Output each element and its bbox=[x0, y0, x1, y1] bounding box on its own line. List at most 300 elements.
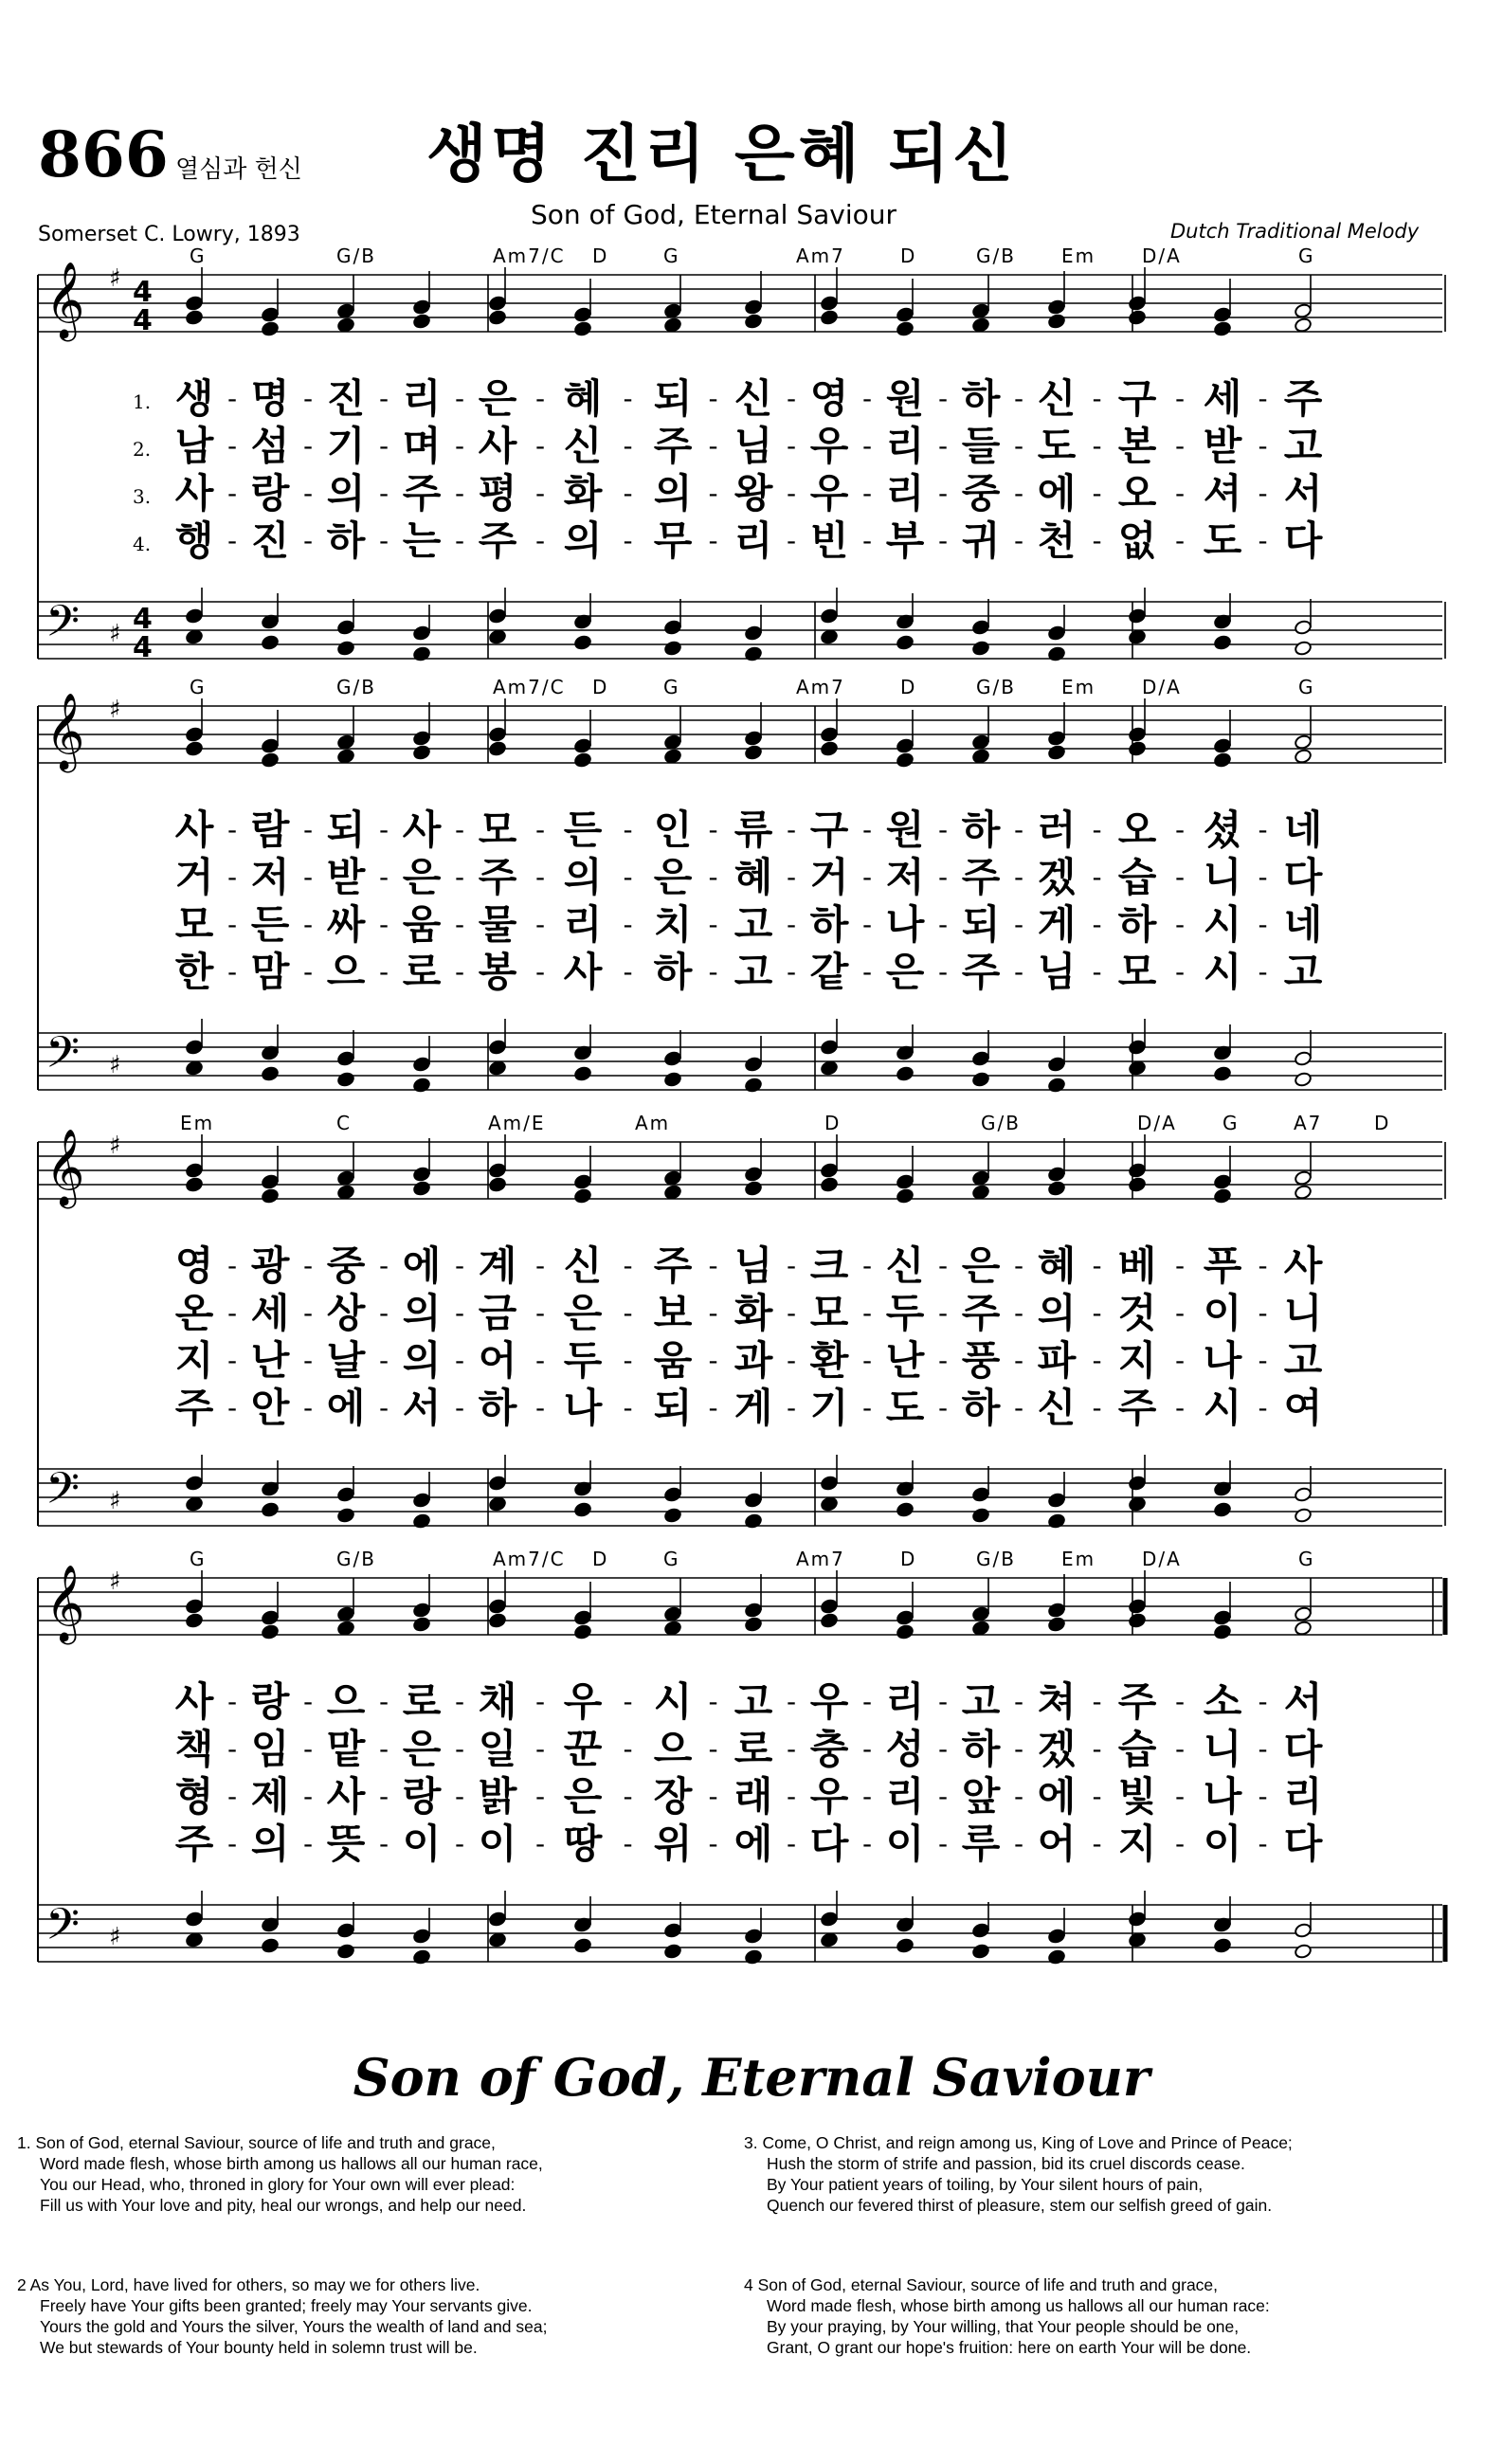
lyric-hyphen: - bbox=[534, 1297, 546, 1329]
lyric-syllable: 난 bbox=[885, 1337, 925, 1384]
lyric-syllable: 은 bbox=[563, 1773, 603, 1820]
lyric-syllable: 장 bbox=[653, 1773, 693, 1820]
lyric-syllable: 거 bbox=[174, 854, 214, 900]
bass-clef-icon: 𝄢 bbox=[45, 1027, 81, 1089]
lyric-syllable: 사 bbox=[563, 949, 603, 995]
english-verse bbox=[744, 2132, 1464, 2216]
lyric-hyphen: - bbox=[786, 861, 797, 893]
lyric-syllable: 이 bbox=[1203, 1821, 1242, 1867]
lyric-syllable: 의 bbox=[563, 517, 603, 564]
lyric-syllable: 나 bbox=[1203, 1337, 1242, 1384]
lyric-hyphen: - bbox=[226, 909, 238, 940]
lyric-syllable: 귀 bbox=[961, 517, 1001, 564]
lyric-syllable: 은 bbox=[563, 1290, 603, 1336]
lyric-syllable: 래 bbox=[733, 1773, 773, 1820]
lyric-hyphen: - bbox=[786, 909, 797, 940]
lyric-syllable: 뜻 bbox=[326, 1821, 366, 1867]
lyric-hyphen: - bbox=[1174, 956, 1186, 987]
lyric-hyphen: - bbox=[937, 1297, 949, 1329]
lyric-syllable: 맡 bbox=[326, 1726, 366, 1772]
lyric-syllable: 주 bbox=[174, 1385, 214, 1431]
lyric-syllable: 주 bbox=[402, 470, 442, 516]
lyric-hyphen: - bbox=[226, 1392, 238, 1423]
lyric-hyphen: - bbox=[861, 1828, 873, 1859]
lyric-syllable: 신 bbox=[733, 375, 773, 422]
english-heading: Son of God, Eternal Saviour bbox=[353, 2047, 1150, 2108]
lyric-syllable: 우 bbox=[809, 423, 849, 469]
lyric-hyphen: - bbox=[1258, 861, 1268, 893]
lyric-syllable: 혜 bbox=[563, 375, 603, 422]
lyric-hyphen: - bbox=[1013, 1250, 1024, 1281]
lyric-syllable: 고 bbox=[1283, 423, 1323, 469]
time-signature: 4 bbox=[133, 603, 153, 636]
lyric-syllable: 행 bbox=[174, 517, 214, 564]
lyric-hyphen: - bbox=[937, 1686, 949, 1717]
lyric-hyphen: - bbox=[1258, 1297, 1268, 1329]
lyric-hyphen: - bbox=[454, 1781, 465, 1812]
lyric-hyphen: - bbox=[937, 1781, 949, 1812]
lyric-syllable: 같 bbox=[809, 949, 849, 995]
chord-symbol: D/A bbox=[1137, 1112, 1177, 1134]
lyric-syllable: 들 bbox=[961, 423, 1001, 469]
lyric-syllable: 지 bbox=[1117, 1337, 1157, 1384]
lyric-syllable: 두 bbox=[885, 1290, 925, 1336]
lyric-hyphen: - bbox=[226, 383, 238, 414]
lyric-syllable: 원 bbox=[885, 806, 925, 853]
lyric-syllable: 것 bbox=[1117, 1290, 1157, 1336]
chord-symbol: G bbox=[1298, 1548, 1315, 1570]
lyric-hyphen: - bbox=[1174, 814, 1186, 845]
lyric-hyphen: - bbox=[454, 1392, 465, 1423]
lyric-syllable: 의 bbox=[1037, 1290, 1077, 1336]
chord-symbol: D/A bbox=[1142, 245, 1182, 267]
lyric-syllable: 고 bbox=[733, 901, 773, 948]
lyric-hyphen: - bbox=[786, 956, 797, 987]
lyric-hyphen: - bbox=[1258, 956, 1268, 987]
lyric-hyphen: - bbox=[786, 525, 797, 556]
treble-clef-icon: 𝄞 bbox=[45, 1564, 85, 1641]
lyric-syllable: 습 bbox=[1117, 1726, 1157, 1772]
chord-symbol: Am7 bbox=[796, 676, 845, 698]
lyric-hyphen: - bbox=[623, 1250, 633, 1281]
lyric-hyphen: - bbox=[861, 1392, 873, 1423]
lyric-syllable: 형 bbox=[174, 1773, 214, 1820]
lyric-hyphen: - bbox=[534, 478, 546, 509]
lyric-hyphen: - bbox=[378, 1392, 389, 1423]
lyric-syllable: 하 bbox=[1117, 901, 1157, 948]
lyric-syllable: 님 bbox=[733, 423, 773, 469]
lyric-hyphen: - bbox=[861, 525, 873, 556]
lyric-syllable: 은 bbox=[402, 1726, 442, 1772]
lyric-hyphen: - bbox=[937, 1250, 949, 1281]
lyric-syllable: 채 bbox=[478, 1678, 517, 1725]
lyric-syllable: 의 bbox=[563, 854, 603, 900]
lyric-syllable: 의 bbox=[326, 470, 366, 516]
lyric-syllable: 모 bbox=[1117, 949, 1157, 995]
lyric-hyphen: - bbox=[708, 1781, 718, 1812]
lyric-hyphen: - bbox=[302, 1781, 314, 1812]
lyric-syllable: 러 bbox=[1037, 806, 1077, 853]
sharp-icon: ♯ bbox=[109, 1487, 121, 1515]
lyric-syllable: 신 bbox=[563, 423, 603, 469]
lyric-hyphen: - bbox=[534, 430, 546, 462]
lyric-hyphen: - bbox=[1174, 525, 1186, 556]
english-verse-line: By Your patient years of toiling, by Your silent hours of pain, bbox=[767, 2175, 1204, 2194]
chord-symbol: Em bbox=[1061, 676, 1096, 698]
lyric-syllable: 다 bbox=[1283, 1821, 1323, 1867]
lyric-hyphen: - bbox=[1258, 1781, 1268, 1812]
lyric-syllable: 고 bbox=[733, 949, 773, 995]
lyric-syllable: 사 bbox=[174, 806, 214, 853]
lyric-hyphen: - bbox=[786, 1345, 797, 1376]
lyric-syllable: 섬 bbox=[250, 423, 290, 469]
chord-symbol: G/B bbox=[336, 245, 376, 267]
english-verse-line: Fill us with Your love and pity, heal our wrongs, and help our need. bbox=[40, 2196, 527, 2215]
lyric-syllable: 님 bbox=[733, 1242, 773, 1289]
lyric-syllable: 어 bbox=[1037, 1821, 1077, 1867]
lyric-syllable: 생 bbox=[174, 375, 214, 422]
lyric-hyphen: - bbox=[1092, 383, 1102, 414]
chord-symbol: G/B bbox=[336, 676, 376, 698]
chord-symbol: D bbox=[592, 676, 609, 698]
lyric-hyphen: - bbox=[937, 861, 949, 893]
lyric-hyphen: - bbox=[1013, 430, 1024, 462]
lyric-hyphen: - bbox=[623, 1345, 633, 1376]
lyric-syllable: 우 bbox=[809, 1678, 849, 1725]
english-verse-line: Grant, O grant our hope's fruition: here on earth Your will be done. bbox=[767, 2338, 1252, 2357]
hymn-category: 열심과 헌신 bbox=[175, 155, 302, 184]
english-verse bbox=[744, 2274, 1464, 2358]
lyric-syllable: 사 bbox=[174, 1678, 214, 1725]
lyric-syllable: 서 bbox=[402, 1385, 442, 1431]
chord-symbol: Am7 bbox=[796, 245, 845, 267]
lyric-hyphen: - bbox=[861, 1781, 873, 1812]
lyric-syllable: 날 bbox=[326, 1337, 366, 1384]
lyric-syllable: 위 bbox=[653, 1821, 693, 1867]
lyric-syllable: 도 bbox=[1203, 517, 1242, 564]
lyric-syllable: 겠 bbox=[1037, 854, 1077, 900]
lyric-syllable: 움 bbox=[653, 1337, 693, 1384]
lyric-syllable: 책 bbox=[174, 1726, 214, 1772]
chord-symbol: C bbox=[336, 1112, 352, 1134]
lyric-hyphen: - bbox=[937, 1733, 949, 1765]
lyric-syllable: 앞 bbox=[961, 1773, 1001, 1820]
lyric-syllable: 하 bbox=[961, 806, 1001, 853]
lyric-syllable: 파 bbox=[1037, 1337, 1077, 1384]
treble-staff bbox=[38, 275, 1442, 332]
lyric-hyphen: - bbox=[454, 956, 465, 987]
lyric-syllable: 땅 bbox=[563, 1821, 603, 1867]
lyric-hyphen: - bbox=[708, 430, 718, 462]
lyric-hyphen: - bbox=[534, 383, 546, 414]
lyric-syllable: 시 bbox=[1203, 1385, 1242, 1431]
chord-symbol: Am7 bbox=[796, 1548, 845, 1570]
lyric-hyphen: - bbox=[1092, 814, 1102, 845]
lyric-syllable: 난 bbox=[250, 1337, 290, 1384]
lyric-hyphen: - bbox=[302, 1392, 314, 1423]
lyric-syllable: 로 bbox=[402, 1678, 442, 1725]
lyric-syllable: 의 bbox=[402, 1290, 442, 1336]
lyric-syllable: 크 bbox=[809, 1242, 849, 1289]
lyric-syllable: 리 bbox=[885, 423, 925, 469]
english-verse-line: 3. Come, O Christ, and reign among us, King of Love and Prince of Peace; bbox=[744, 2133, 1293, 2152]
chord-symbol: G bbox=[190, 676, 207, 698]
lyric-hyphen: - bbox=[708, 1733, 718, 1765]
lyric-hyphen: - bbox=[454, 1345, 465, 1376]
lyric-hyphen: - bbox=[1174, 1392, 1186, 1423]
lyric-hyphen: - bbox=[1174, 1686, 1186, 1717]
english-verse-line: 4 Son of God, eternal Saviour, source of life and truth and grace, bbox=[744, 2275, 1219, 2294]
lyric-syllable: 하 bbox=[653, 949, 693, 995]
lyric-hyphen: - bbox=[623, 1781, 633, 1812]
lyric-syllable: 금 bbox=[478, 1290, 517, 1336]
lyric-hyphen: - bbox=[302, 1345, 314, 1376]
lyric-syllable: 영 bbox=[174, 1242, 214, 1289]
lyric-hyphen: - bbox=[861, 1733, 873, 1765]
lyric-hyphen: - bbox=[302, 525, 314, 556]
lyric-hyphen: - bbox=[302, 956, 314, 987]
lyric-syllable: 진 bbox=[250, 517, 290, 564]
lyric-hyphen: - bbox=[1258, 430, 1268, 462]
lyric-syllable: 하 bbox=[961, 1385, 1001, 1431]
english-verse-line: Quench our fevered thirst of pleasure, stem our selfish greed of gain. bbox=[767, 2196, 1273, 2215]
lyric-syllable: 쳐 bbox=[1037, 1678, 1077, 1725]
lyric-hyphen: - bbox=[1174, 430, 1186, 462]
sharp-icon: ♯ bbox=[109, 696, 121, 724]
english-verse-line: By your praying, by Your willing, that Your people should be one, bbox=[767, 2317, 1240, 2336]
lyric-syllable: 신 bbox=[1037, 375, 1077, 422]
lyric-syllable: 평 bbox=[478, 470, 517, 516]
lyric-hyphen: - bbox=[786, 1392, 797, 1423]
lyric-hyphen: - bbox=[378, 478, 389, 509]
lyric-syllable: 는 bbox=[402, 517, 442, 564]
lyric-hyphen: - bbox=[454, 861, 465, 893]
lyric-hyphen: - bbox=[786, 1828, 797, 1859]
lyric-syllable: 온 bbox=[174, 1290, 214, 1336]
lyric-syllable: 세 bbox=[250, 1290, 290, 1336]
lyric-syllable: 의 bbox=[250, 1821, 290, 1867]
lyric-syllable: 밝 bbox=[478, 1773, 517, 1820]
lyric-syllable: 안 bbox=[250, 1385, 290, 1431]
lyric-hyphen: - bbox=[1174, 1733, 1186, 1765]
lyric-syllable: 지 bbox=[174, 1337, 214, 1384]
lyric-syllable: 저 bbox=[885, 854, 925, 900]
lyric-hyphen: - bbox=[534, 909, 546, 940]
lyric-hyphen: - bbox=[937, 1345, 949, 1376]
lyric-syllable: 이 bbox=[1203, 1290, 1242, 1336]
verse-number: 4. bbox=[133, 533, 152, 555]
lyric-hyphen: - bbox=[226, 1250, 238, 1281]
lyric-hyphen: - bbox=[623, 1297, 633, 1329]
chord-symbol: D bbox=[900, 245, 917, 267]
lyric-syllable: 푸 bbox=[1203, 1242, 1242, 1289]
lyric-syllable: 베 bbox=[1117, 1242, 1157, 1289]
lyric-hyphen: - bbox=[1258, 1345, 1268, 1376]
lyric-syllable: 고 bbox=[1283, 949, 1323, 995]
verse-number: 2. bbox=[133, 438, 152, 461]
treble-staff bbox=[38, 706, 1442, 763]
lyric-syllable: 계 bbox=[478, 1242, 517, 1289]
lyric-syllable: 며 bbox=[402, 423, 442, 469]
lyric-syllable: 시 bbox=[653, 1678, 693, 1725]
lyric-syllable: 리 bbox=[885, 1773, 925, 1820]
lyric-syllable: 지 bbox=[1117, 1821, 1157, 1867]
lyric-hyphen: - bbox=[534, 1781, 546, 1812]
lyric-hyphen: - bbox=[1258, 383, 1268, 414]
lyric-syllable: 의 bbox=[402, 1337, 442, 1384]
lyric-hyphen: - bbox=[861, 909, 873, 940]
lyric-hyphen: - bbox=[1174, 1297, 1186, 1329]
lyric-hyphen: - bbox=[623, 1392, 633, 1423]
lyric-hyphen: - bbox=[623, 956, 633, 987]
lyric-syllable: 치 bbox=[653, 901, 693, 948]
author-credit: Somerset C. Lowry, 1893 bbox=[38, 223, 300, 246]
lyric-hyphen: - bbox=[302, 1297, 314, 1329]
english-verse-line: You our Head, who, throned in glory for Your own will ever plead: bbox=[40, 2175, 516, 2194]
lyric-hyphen: - bbox=[454, 1733, 465, 1765]
english-verse-line: Word made flesh, whose birth among us hallows all our human race: bbox=[767, 2296, 1270, 2315]
lyric-syllable: 소 bbox=[1203, 1678, 1242, 1725]
english-verse-line: Yours the gold and Yours the silver, Yours the wealth of land and sea; bbox=[40, 2317, 548, 2336]
lyric-hyphen: - bbox=[1013, 1733, 1024, 1765]
lyric-syllable: 오 bbox=[1117, 806, 1157, 853]
lyric-hyphen: - bbox=[454, 1297, 465, 1329]
chord-symbol: G bbox=[663, 676, 680, 698]
lyric-hyphen: - bbox=[302, 909, 314, 940]
lyric-syllable: 류 bbox=[733, 806, 773, 853]
lyric-hyphen: - bbox=[302, 1686, 314, 1717]
melody-credit: Dutch Traditional Melody bbox=[1170, 220, 1420, 243]
lyric-syllable: 광 bbox=[250, 1242, 290, 1289]
lyric-syllable: 주 bbox=[653, 1242, 693, 1289]
sharp-icon: ♯ bbox=[109, 1051, 121, 1079]
lyric-syllable: 하 bbox=[478, 1385, 517, 1431]
lyric-hyphen: - bbox=[1013, 814, 1024, 845]
lyric-syllable: 환 bbox=[809, 1337, 849, 1384]
lyric-hyphen: - bbox=[1013, 1781, 1024, 1812]
lyric-syllable: 주 bbox=[174, 1821, 214, 1867]
lyric-hyphen: - bbox=[623, 1828, 633, 1859]
chord-symbol: G/B bbox=[976, 676, 1016, 698]
lyric-hyphen: - bbox=[378, 861, 389, 893]
lyric-hyphen: - bbox=[378, 1686, 389, 1717]
lyric-syllable: 주 bbox=[478, 854, 517, 900]
sharp-icon: ♯ bbox=[109, 620, 121, 648]
lyric-syllable: 오 bbox=[1117, 470, 1157, 516]
lyric-hyphen: - bbox=[302, 1250, 314, 1281]
lyric-hyphen: - bbox=[1258, 1733, 1268, 1765]
lyric-syllable: 다 bbox=[1283, 1726, 1323, 1772]
lyric-hyphen: - bbox=[708, 525, 718, 556]
lyric-syllable: 주 bbox=[961, 854, 1001, 900]
lyric-syllable: 은 bbox=[885, 949, 925, 995]
lyric-hyphen: - bbox=[708, 1686, 718, 1717]
lyric-hyphen: - bbox=[1092, 861, 1102, 893]
lyric-syllable: 우 bbox=[563, 1678, 603, 1725]
lyric-syllable: 충 bbox=[809, 1726, 849, 1772]
lyric-syllable: 되 bbox=[653, 375, 693, 422]
lyric-hyphen: - bbox=[534, 1733, 546, 1765]
lyric-syllable: 남 bbox=[174, 423, 214, 469]
lyric-hyphen: - bbox=[1174, 1781, 1186, 1812]
lyric-hyphen: - bbox=[937, 525, 949, 556]
time-signature: 4 bbox=[133, 276, 153, 309]
lyric-syllable: 은 bbox=[653, 854, 693, 900]
lyric-hyphen: - bbox=[1258, 814, 1268, 845]
lyric-syllable: 니 bbox=[1203, 854, 1242, 900]
lyric-syllable: 리 bbox=[1283, 1773, 1323, 1820]
lyric-syllable: 되 bbox=[326, 806, 366, 853]
lyric-syllable: 은 bbox=[402, 854, 442, 900]
lyric-hyphen: - bbox=[226, 478, 238, 509]
lyric-hyphen: - bbox=[1013, 909, 1024, 940]
lyric-hyphen: - bbox=[1092, 1345, 1102, 1376]
chord-symbol: Em bbox=[1061, 245, 1096, 267]
lyric-syllable: 진 bbox=[326, 375, 366, 422]
english-verse-line: Hush the storm of strife and passion, bid its cruel discords cease. bbox=[767, 2154, 1245, 2173]
lyric-syllable: 이 bbox=[885, 1821, 925, 1867]
lyric-syllable: 모 bbox=[174, 901, 214, 948]
lyric-hyphen: - bbox=[1092, 1250, 1102, 1281]
lyric-syllable: 로 bbox=[402, 949, 442, 995]
lyric-syllable: 랑 bbox=[402, 1773, 442, 1820]
lyric-hyphen: - bbox=[937, 814, 949, 845]
korean-title: 생명 진리 은혜 되신 bbox=[426, 118, 1017, 190]
lyric-hyphen: - bbox=[378, 1345, 389, 1376]
lyric-hyphen: - bbox=[1092, 956, 1102, 987]
lyric-hyphen: - bbox=[1092, 1297, 1102, 1329]
lyric-hyphen: - bbox=[226, 814, 238, 845]
bass-staff bbox=[38, 602, 1442, 659]
lyric-syllable: 리 bbox=[402, 375, 442, 422]
lyric-hyphen: - bbox=[1174, 1345, 1186, 1376]
lyric-syllable: 으 bbox=[326, 949, 366, 995]
chord-symbol: D bbox=[592, 245, 609, 267]
lyric-hyphen: - bbox=[623, 1686, 633, 1717]
lyric-syllable: 의 bbox=[653, 470, 693, 516]
lyric-syllable: 받 bbox=[326, 854, 366, 900]
lyric-syllable: 사 bbox=[1283, 1242, 1323, 1289]
lyric-syllable: 으 bbox=[326, 1678, 366, 1725]
lyric-hyphen: - bbox=[1174, 1828, 1186, 1859]
lyric-syllable: 명 bbox=[250, 375, 290, 422]
lyric-hyphen: - bbox=[708, 956, 718, 987]
lyric-hyphen: - bbox=[1258, 525, 1268, 556]
chord-symbol: G bbox=[190, 1548, 207, 1570]
lyric-hyphen: - bbox=[1013, 525, 1024, 556]
treble-staff bbox=[38, 1142, 1442, 1199]
lyric-syllable: 람 bbox=[250, 806, 290, 853]
lyric-syllable: 성 bbox=[885, 1726, 925, 1772]
lyric-hyphen: - bbox=[378, 1297, 389, 1329]
lyric-hyphen: - bbox=[786, 1781, 797, 1812]
lyric-hyphen: - bbox=[1174, 383, 1186, 414]
lyric-hyphen: - bbox=[534, 525, 546, 556]
lyric-syllable: 습 bbox=[1117, 854, 1157, 900]
lyric-syllable: 나 bbox=[1203, 1773, 1242, 1820]
chord-symbol: G bbox=[1298, 245, 1315, 267]
bass-clef-icon: 𝄢 bbox=[45, 1899, 81, 1961]
lyric-syllable: 랑 bbox=[250, 1678, 290, 1725]
lyric-hyphen: - bbox=[226, 1828, 238, 1859]
lyric-hyphen: - bbox=[861, 1250, 873, 1281]
lyric-syllable: 리 bbox=[733, 517, 773, 564]
lyric-hyphen: - bbox=[302, 1733, 314, 1765]
lyric-syllable: 주 bbox=[1283, 375, 1323, 422]
lyric-hyphen: - bbox=[623, 383, 633, 414]
lyric-hyphen: - bbox=[708, 478, 718, 509]
lyric-hyphen: - bbox=[302, 478, 314, 509]
